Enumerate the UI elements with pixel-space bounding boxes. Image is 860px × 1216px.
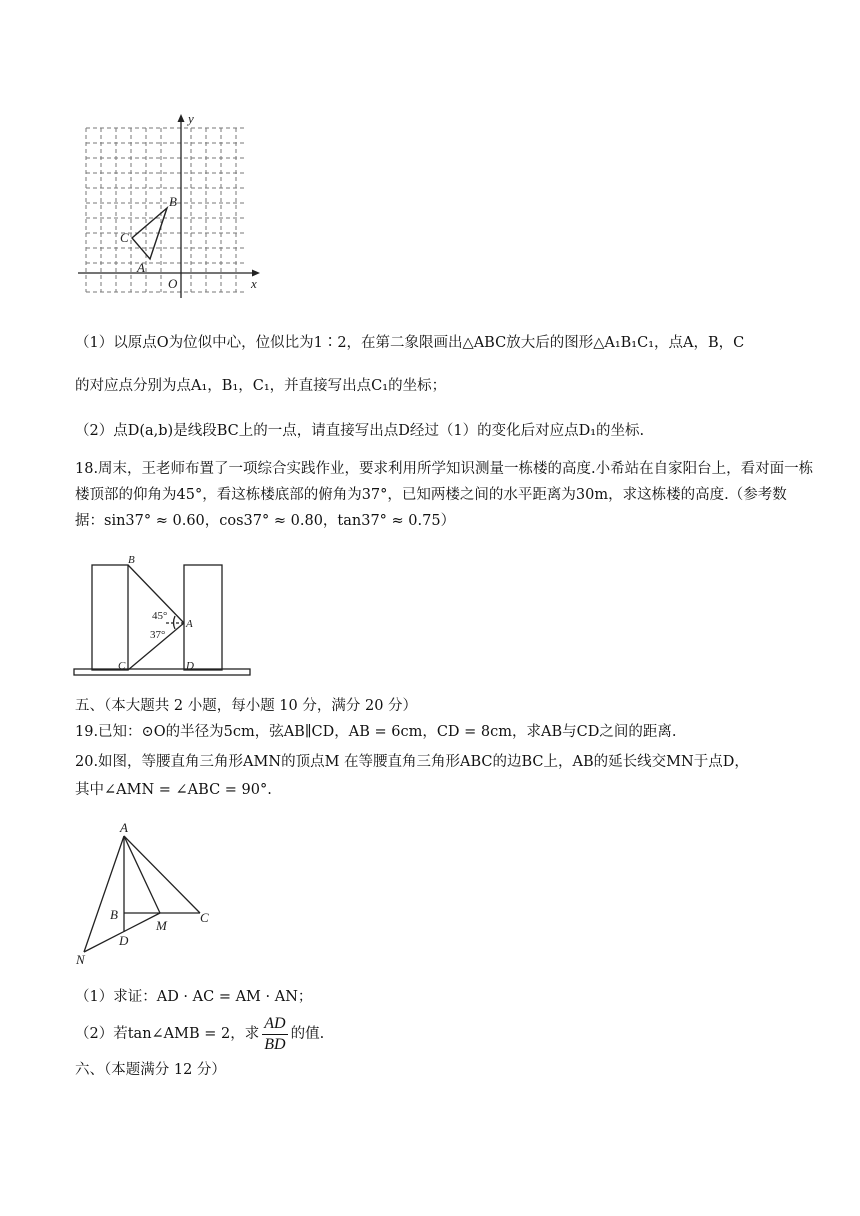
buildings-figure [70, 552, 270, 682]
y-axis-label: y [188, 111, 194, 126]
x-axis-label: x [251, 276, 257, 291]
fraction-ad-bd [262, 1014, 287, 1055]
q20-line2: 其中∠AMN = ∠ABC = 90°. [75, 782, 272, 798]
point-b-label: B [110, 907, 118, 922]
q20-part2-prefix: （2）若tan∠AMB = 2，求 [75, 1026, 260, 1042]
q17-part1-line2: 的对应点分别为点A₁，B₁，C₁，并直接写出点C₁的坐标； [75, 378, 447, 394]
origin-label: O [168, 276, 178, 291]
fraction-denominator: BD [264, 1035, 286, 1053]
angle-arcs [174, 616, 176, 629]
q18-text: 18.周末，王老师布置了一项综合实践作业，要求利用所学知识测量一栋楼的高度.小希站在自家阳台上，看对面一栋楼顶部的仰角为45°，看这栋楼底部的俯角为37°，已知两楼之间的水平距离为30m，求这栋楼的高度.（参考数据：sin37° ≈ 0.60，cos37° ≈ 0.80，tan37° ≈ 0.75） [75, 461, 814, 529]
point-b-label: B [128, 554, 135, 566]
point-c-label: C [118, 660, 126, 672]
point-d-label: D [186, 660, 194, 672]
section6-heading: 六、（本题满分 12 分） [75, 1062, 226, 1078]
angle-45-label: 45° [152, 610, 168, 622]
point-a-label: A [186, 618, 193, 630]
building-left [92, 565, 128, 670]
q20-part1: （1）求证：AD · AC = AM · AN； [75, 989, 313, 1005]
segment-am [124, 836, 160, 913]
angle-37-label: 37° [150, 629, 166, 641]
q19-text: 19.已知：⊙O的半径为5cm，弦AB∥CD，AB = 6cm，CD = 8cm，求AB与CD之间的距离. [75, 724, 677, 740]
point-m-label: M [156, 918, 167, 933]
q17-part1-line1: （1）以原点O为位似中心，位似比为1∶2，在第二象限画出△ABC放大后的图形△A₁B₁C₁，点A，B，C [75, 335, 745, 351]
coordinate-grid-figure [70, 110, 270, 300]
fraction-numerator: AD [262, 1014, 287, 1035]
point-a-label: A [120, 820, 128, 835]
point-b-label: B [169, 194, 177, 209]
q20-part2-suffix: 的值. [290, 1026, 325, 1042]
point-c-label: C [200, 910, 209, 925]
segment-ac [124, 836, 200, 913]
point-c-label: C [120, 230, 129, 245]
q20-part2 [75, 1010, 324, 1058]
point-a-label: A [137, 260, 145, 275]
q17-part2: （2）点D(a,b)是线段BC上的一点，请直接写出点D经过（1）的变化后对应点D₁的坐标. [75, 423, 645, 439]
section5-heading: 五、（本大题共 2 小题，每小题 10 分，满分 20 分） [75, 698, 418, 714]
point-n-label: N [76, 952, 85, 967]
triangles-figure [72, 818, 222, 968]
point-d-label: D [119, 933, 129, 948]
q20-line1: 20.如图，等腰直角三角形AMN的顶点M 在等腰直角三角形ABC的边BC上，AB的延长线交MN于点D， [75, 754, 749, 770]
